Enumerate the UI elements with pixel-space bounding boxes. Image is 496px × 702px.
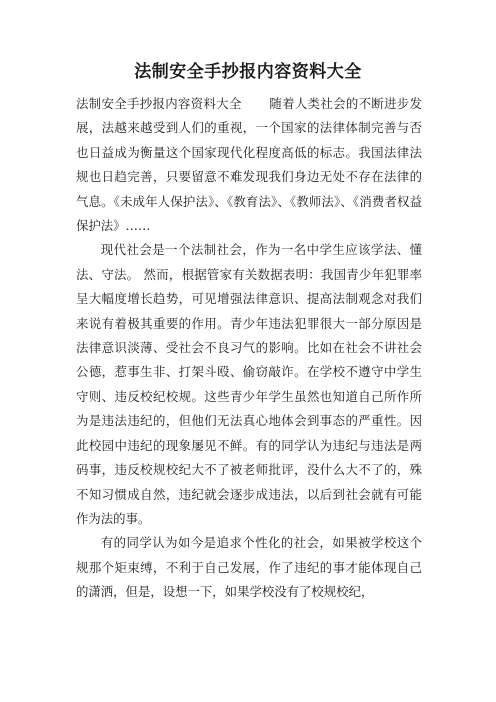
paragraph-3: 有的同学认为如今是追求个性化的社会，如果被学校这个规那个矩束缚，不利于自己发展，作了违纪的事才能体现自己的潇洒，但是，设想一下，如果学校没有了校规校纪，	[76, 535, 422, 600]
document-body	[76, 92, 422, 605]
paragraph-2: 现代社会是一个法制社会，作为一名中学生应该学法、懂法、守法。 然而，根据管家有关数据表明：我国青少年犯罪率呈大幅度增长趋势，可见增强法律意识、提高法制观念对我们来说有着极其重要的作用。青少年违法犯罪很大一部分原因是法律意识淡薄、受社会不良习气的影响。比如在社会不讲社会公德，惹事生非、打架斗殴、偷窃敲诈。在学校不遵守中学生守则、违反校纪校规。这些青少年学生虽然也知道自己所作所为是违法违纪的，但他们无法真心地体会到事态的严重性。因此校园中违纪的现象屡见不鲜。有的同学认为违纪与违法是两码事，违反校规校纪大不了被老师批评，没什么大不了的，殊不知习惯成自然，违纪就会逐步成违法，以后到社会就有可能作为法的事。	[76, 242, 422, 526]
paragraph-1-text: 随着人类社会的不断进步发展，法越来越受到人们的重视，一个国家的法律体制完善与否也日益成为衡量这个国家现代化程度高低的标志。我国法律法规也日趋完善，只要留意不难发现我们身边无处不存在法律的气息。《未成年人保护法》、《教育法》、《教师法》、《消费者权益保护法》……	[76, 96, 423, 234]
document-title: 法制安全手抄报内容资料大全	[134, 62, 362, 82]
paragraph-1-lead: 法制安全手抄报内容资料大全	[76, 96, 242, 111]
paragraph-1	[76, 92, 422, 238]
